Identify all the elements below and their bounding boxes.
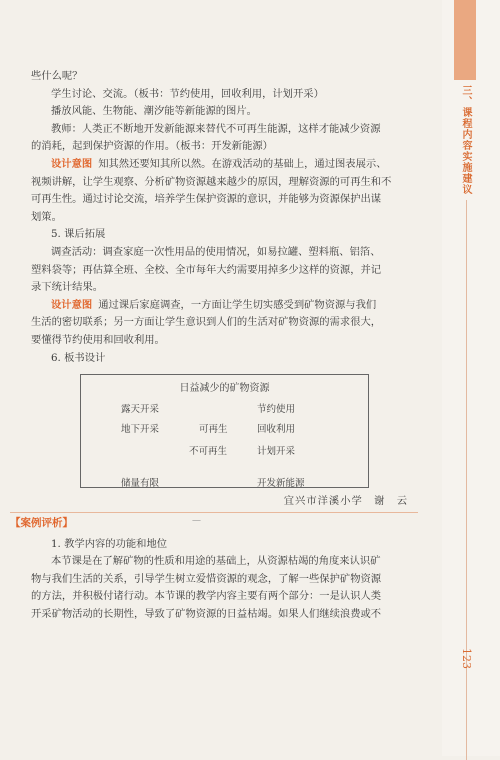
paragraph: 些什么呢？: [31, 70, 83, 82]
section-heading: 5. 课后拓展: [51, 228, 106, 241]
author-signature: 宜兴市洋溪小学 谢 云: [283, 494, 408, 507]
analysis-heading: 1. 教学内容的功能和地位: [51, 537, 168, 550]
design-intent-label: 设计意图: [51, 298, 93, 311]
paragraph: 划策。: [31, 210, 62, 223]
paragraph: 播放风能、生物能、潮汐能等新能源的图片。: [51, 105, 257, 118]
design-intent-label: 设计意图: [51, 158, 93, 170]
board-left-2: 地下开采: [121, 423, 160, 435]
board-left-3: 储量有限: [121, 477, 160, 489]
side-tab: [454, 0, 476, 80]
paragraph: 视频讲解，让学生观察、分析矿物资源越来越少的原因，理解资源的可再生和不: [31, 175, 392, 188]
board-middle-2: 不可再生: [189, 445, 228, 457]
section-heading: 6. 板书设计: [51, 351, 106, 364]
analysis-paragraph: 本节课是在了解矿物的性质和用途的基础上，从资源枯竭的角度来认识矿: [51, 555, 381, 568]
paragraph: 调查活动：调查家庭一次性用品的使用情况，如易拉罐、塑料瓶、铝箔、: [51, 246, 381, 258]
board-right-2: 回收利用: [257, 423, 296, 435]
board-right-4: 开发新能源: [257, 477, 305, 489]
paragraph: 生活的密切联系；另一方面让学生意识到人们的生活对矿物资源的需求很大，: [31, 316, 382, 329]
side-rule: [466, 200, 467, 760]
paragraph: 录下统计结果。: [31, 281, 104, 294]
board-title: 日益减少的矿物资源: [179, 382, 270, 394]
design-intent-1: 设计意图 知其然还要知其所以然。在游戏活动的基础上，通过图表展示、: [51, 158, 387, 170]
case-analysis-heading: 【案例评析】: [10, 516, 73, 529]
case-mark: —: [192, 515, 201, 526]
paragraph: 学生讨论、交流。（板书：节约使用，回收利用，计划开采）: [51, 87, 324, 100]
page-number: 123: [460, 648, 473, 669]
design-intent-2: 设计意图 通过课后家庭调查，一方面让学生切实感受到矿物资源与我们: [51, 298, 377, 311]
chapter-title: 三、课程内容实施建议: [460, 85, 471, 195]
board-right-1: 节约使用: [257, 403, 296, 415]
analysis-paragraph: 的方法，并积极付诸行动。本节课的教学内容主要有两个部分：一是认识人类: [31, 590, 382, 603]
paragraph: 的消耗，起到保护资源的作用。（板书：开发新能源）: [31, 140, 273, 153]
paragraph: 塑料袋等；再估算全班、全校、全市每年大约需要用掉多少这样的资源，并记: [31, 263, 382, 276]
paragraph: 教师：人类正不断地开发新能源来替代不可再生能源，这样才能减少资源: [51, 122, 381, 135]
board-left-1: 露天开采: [121, 403, 160, 415]
paragraph: 要懂得节约使用和回收利用。: [31, 334, 165, 346]
analysis-paragraph: 物与我们生活的关系，引导学生树立爱惜资源的观念，了解一些保护矿物资源: [31, 572, 382, 585]
paragraph: 可再生性。通过讨论交流，培养学生保护资源的意识，并能够为资源保护出谋: [31, 193, 382, 206]
board-middle-1: 可再生: [199, 423, 228, 435]
blackboard-design: [80, 374, 369, 488]
analysis-paragraph: 开采矿物活动的长期性，导致了矿物资源的日益枯竭。如果人们继续浪费或不: [31, 608, 382, 620]
board-right-3: 计划开采: [257, 445, 296, 457]
